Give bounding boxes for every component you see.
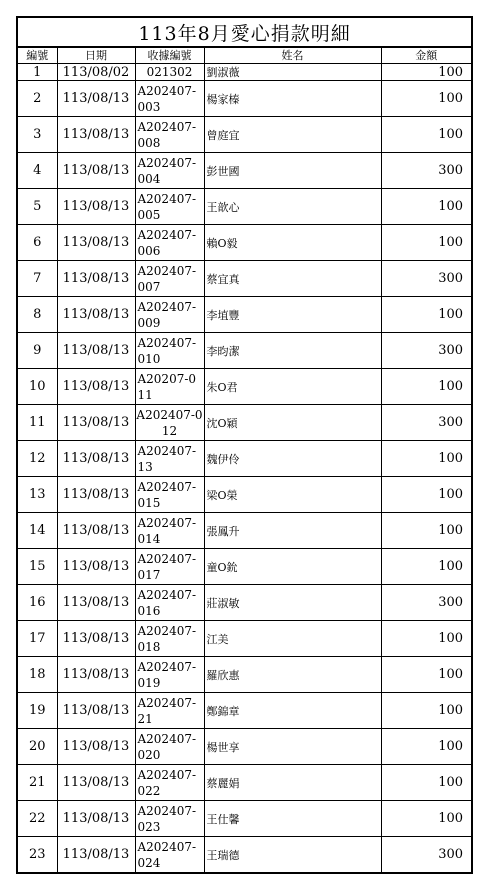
donation-table bbox=[16, 16, 473, 874]
table-row bbox=[17, 369, 472, 405]
cell-amount: 100 bbox=[381, 189, 472, 225]
cell-name: 李埴豐 bbox=[204, 297, 381, 333]
cell-amount: 100 bbox=[381, 765, 472, 801]
cell-receipt: A202407-13 bbox=[135, 441, 204, 477]
cell-no: 22 bbox=[17, 801, 57, 837]
table-row bbox=[17, 117, 472, 153]
cell-no: 15 bbox=[17, 549, 57, 585]
cell-name: 蔡宜真 bbox=[204, 261, 381, 297]
table-row bbox=[17, 405, 472, 441]
cell-date: 113/08/13 bbox=[57, 729, 135, 765]
cell-date: 113/08/13 bbox=[57, 513, 135, 549]
table-row bbox=[17, 621, 472, 657]
cell-no: 5 bbox=[17, 189, 57, 225]
cell-amount: 300 bbox=[381, 153, 472, 189]
cell-date: 113/08/02 bbox=[57, 64, 135, 81]
cell-amount: 100 bbox=[381, 801, 472, 837]
cell-date: 113/08/13 bbox=[57, 657, 135, 693]
cell-receipt: A202407-018 bbox=[135, 621, 204, 657]
cell-receipt: A202407-004 bbox=[135, 153, 204, 189]
cell-no: 11 bbox=[17, 405, 57, 441]
header-name: 姓名 bbox=[204, 47, 381, 64]
cell-date: 113/08/13 bbox=[57, 261, 135, 297]
cell-name: 王瑞德 bbox=[204, 837, 381, 874]
cell-date: 113/08/13 bbox=[57, 693, 135, 729]
page-title: 113年8月愛心捐款明細 bbox=[17, 17, 472, 47]
cell-receipt: A202407-015 bbox=[135, 477, 204, 513]
cell-name: 張鳳升 bbox=[204, 513, 381, 549]
cell-receipt: A202407-008 bbox=[135, 117, 204, 153]
table-row bbox=[17, 657, 472, 693]
cell-receipt: A202407-21 bbox=[135, 693, 204, 729]
cell-receipt: A202407-019 bbox=[135, 657, 204, 693]
header-amount: 金額 bbox=[381, 47, 472, 64]
cell-no: 19 bbox=[17, 693, 57, 729]
cell-amount: 100 bbox=[381, 117, 472, 153]
cell-no: 1 bbox=[17, 64, 57, 81]
table-row bbox=[17, 189, 472, 225]
cell-name: 沈O穎 bbox=[204, 405, 381, 441]
cell-receipt: A202407-017 bbox=[135, 549, 204, 585]
cell-date: 113/08/13 bbox=[57, 585, 135, 621]
cell-no: 6 bbox=[17, 225, 57, 261]
cell-no: 17 bbox=[17, 621, 57, 657]
table-row bbox=[17, 333, 472, 369]
cell-no: 12 bbox=[17, 441, 57, 477]
cell-receipt: A202407-023 bbox=[135, 801, 204, 837]
cell-receipt: A202407-020 bbox=[135, 729, 204, 765]
cell-name: 劉淑薇 bbox=[204, 64, 381, 81]
cell-date: 113/08/13 bbox=[57, 333, 135, 369]
cell-no: 7 bbox=[17, 261, 57, 297]
cell-amount: 100 bbox=[381, 657, 472, 693]
cell-date: 113/08/13 bbox=[57, 81, 135, 117]
cell-date: 113/08/13 bbox=[57, 549, 135, 585]
table-row bbox=[17, 693, 472, 729]
cell-date: 113/08/13 bbox=[57, 801, 135, 837]
cell-date: 113/08/13 bbox=[57, 369, 135, 405]
cell-receipt: A202407-016 bbox=[135, 585, 204, 621]
header-row bbox=[17, 47, 472, 64]
donation-sheet bbox=[16, 16, 471, 874]
cell-no: 3 bbox=[17, 117, 57, 153]
cell-receipt: A20207-011 bbox=[135, 369, 204, 405]
cell-no: 18 bbox=[17, 657, 57, 693]
cell-amount: 100 bbox=[381, 729, 472, 765]
cell-receipt: A202407-010 bbox=[135, 333, 204, 369]
header-no: 編號 bbox=[17, 47, 57, 64]
header-receipt: 收據編號 bbox=[135, 47, 204, 64]
cell-date: 113/08/13 bbox=[57, 189, 135, 225]
cell-date: 113/08/13 bbox=[57, 765, 135, 801]
table-body bbox=[17, 64, 472, 874]
cell-date: 113/08/13 bbox=[57, 153, 135, 189]
cell-receipt: A202407-006 bbox=[135, 225, 204, 261]
cell-amount: 300 bbox=[381, 333, 472, 369]
table-row bbox=[17, 729, 472, 765]
cell-no: 2 bbox=[17, 81, 57, 117]
table-row bbox=[17, 64, 472, 81]
cell-receipt: A202407-009 bbox=[135, 297, 204, 333]
cell-name: 曾庭宜 bbox=[204, 117, 381, 153]
cell-amount: 100 bbox=[381, 225, 472, 261]
cell-amount: 100 bbox=[381, 297, 472, 333]
cell-name: 賴O毅 bbox=[204, 225, 381, 261]
cell-receipt: A202407-012 bbox=[135, 405, 204, 441]
cell-amount: 100 bbox=[381, 549, 472, 585]
cell-amount: 100 bbox=[381, 64, 472, 81]
cell-date: 113/08/13 bbox=[57, 405, 135, 441]
cell-amount: 100 bbox=[381, 369, 472, 405]
table-row bbox=[17, 225, 472, 261]
cell-amount: 300 bbox=[381, 405, 472, 441]
cell-no: 9 bbox=[17, 333, 57, 369]
cell-name: 朱O君 bbox=[204, 369, 381, 405]
table-row bbox=[17, 441, 472, 477]
cell-name: 羅欣惠 bbox=[204, 657, 381, 693]
cell-no: 4 bbox=[17, 153, 57, 189]
cell-no: 23 bbox=[17, 837, 57, 874]
cell-amount: 100 bbox=[381, 513, 472, 549]
cell-no: 8 bbox=[17, 297, 57, 333]
table-row bbox=[17, 513, 472, 549]
cell-name: 江美 bbox=[204, 621, 381, 657]
cell-amount: 300 bbox=[381, 585, 472, 621]
cell-receipt: A202407-022 bbox=[135, 765, 204, 801]
table-row bbox=[17, 261, 472, 297]
cell-date: 113/08/13 bbox=[57, 225, 135, 261]
header-date: 日期 bbox=[57, 47, 135, 64]
table-row bbox=[17, 549, 472, 585]
cell-amount: 100 bbox=[381, 477, 472, 513]
cell-name: 彭世國 bbox=[204, 153, 381, 189]
cell-date: 113/08/13 bbox=[57, 837, 135, 874]
cell-no: 13 bbox=[17, 477, 57, 513]
cell-no: 16 bbox=[17, 585, 57, 621]
cell-amount: 100 bbox=[381, 81, 472, 117]
cell-name: 童O鈗 bbox=[204, 549, 381, 585]
table-row bbox=[17, 477, 472, 513]
cell-receipt: A202407-005 bbox=[135, 189, 204, 225]
cell-name: 鄭錦章 bbox=[204, 693, 381, 729]
cell-receipt: A202407-024 bbox=[135, 837, 204, 874]
cell-amount: 100 bbox=[381, 693, 472, 729]
table-row bbox=[17, 81, 472, 117]
cell-receipt: 021302 bbox=[135, 64, 204, 81]
cell-no: 20 bbox=[17, 729, 57, 765]
cell-name: 梁O榮 bbox=[204, 477, 381, 513]
cell-amount: 100 bbox=[381, 441, 472, 477]
cell-date: 113/08/13 bbox=[57, 477, 135, 513]
table-row bbox=[17, 585, 472, 621]
cell-no: 10 bbox=[17, 369, 57, 405]
table-row bbox=[17, 801, 472, 837]
cell-amount: 300 bbox=[381, 837, 472, 874]
cell-name: 蔡麗娟 bbox=[204, 765, 381, 801]
cell-no: 14 bbox=[17, 513, 57, 549]
cell-date: 113/08/13 bbox=[57, 441, 135, 477]
table-row bbox=[17, 297, 472, 333]
cell-name: 楊世享 bbox=[204, 729, 381, 765]
cell-amount: 100 bbox=[381, 621, 472, 657]
cell-date: 113/08/13 bbox=[57, 117, 135, 153]
table-row bbox=[17, 765, 472, 801]
cell-amount: 300 bbox=[381, 261, 472, 297]
cell-no: 21 bbox=[17, 765, 57, 801]
cell-name: 楊家榛 bbox=[204, 81, 381, 117]
cell-name: 李昀潔 bbox=[204, 333, 381, 369]
cell-name: 魏伊伶 bbox=[204, 441, 381, 477]
cell-name: 王歆心 bbox=[204, 189, 381, 225]
cell-name: 王仕馨 bbox=[204, 801, 381, 837]
cell-receipt: A202407-007 bbox=[135, 261, 204, 297]
cell-date: 113/08/13 bbox=[57, 621, 135, 657]
cell-receipt: A202407-003 bbox=[135, 81, 204, 117]
cell-date: 113/08/13 bbox=[57, 297, 135, 333]
table-row bbox=[17, 153, 472, 189]
table-row bbox=[17, 837, 472, 874]
cell-name: 莊淑敏 bbox=[204, 585, 381, 621]
cell-receipt: A202407-014 bbox=[135, 513, 204, 549]
